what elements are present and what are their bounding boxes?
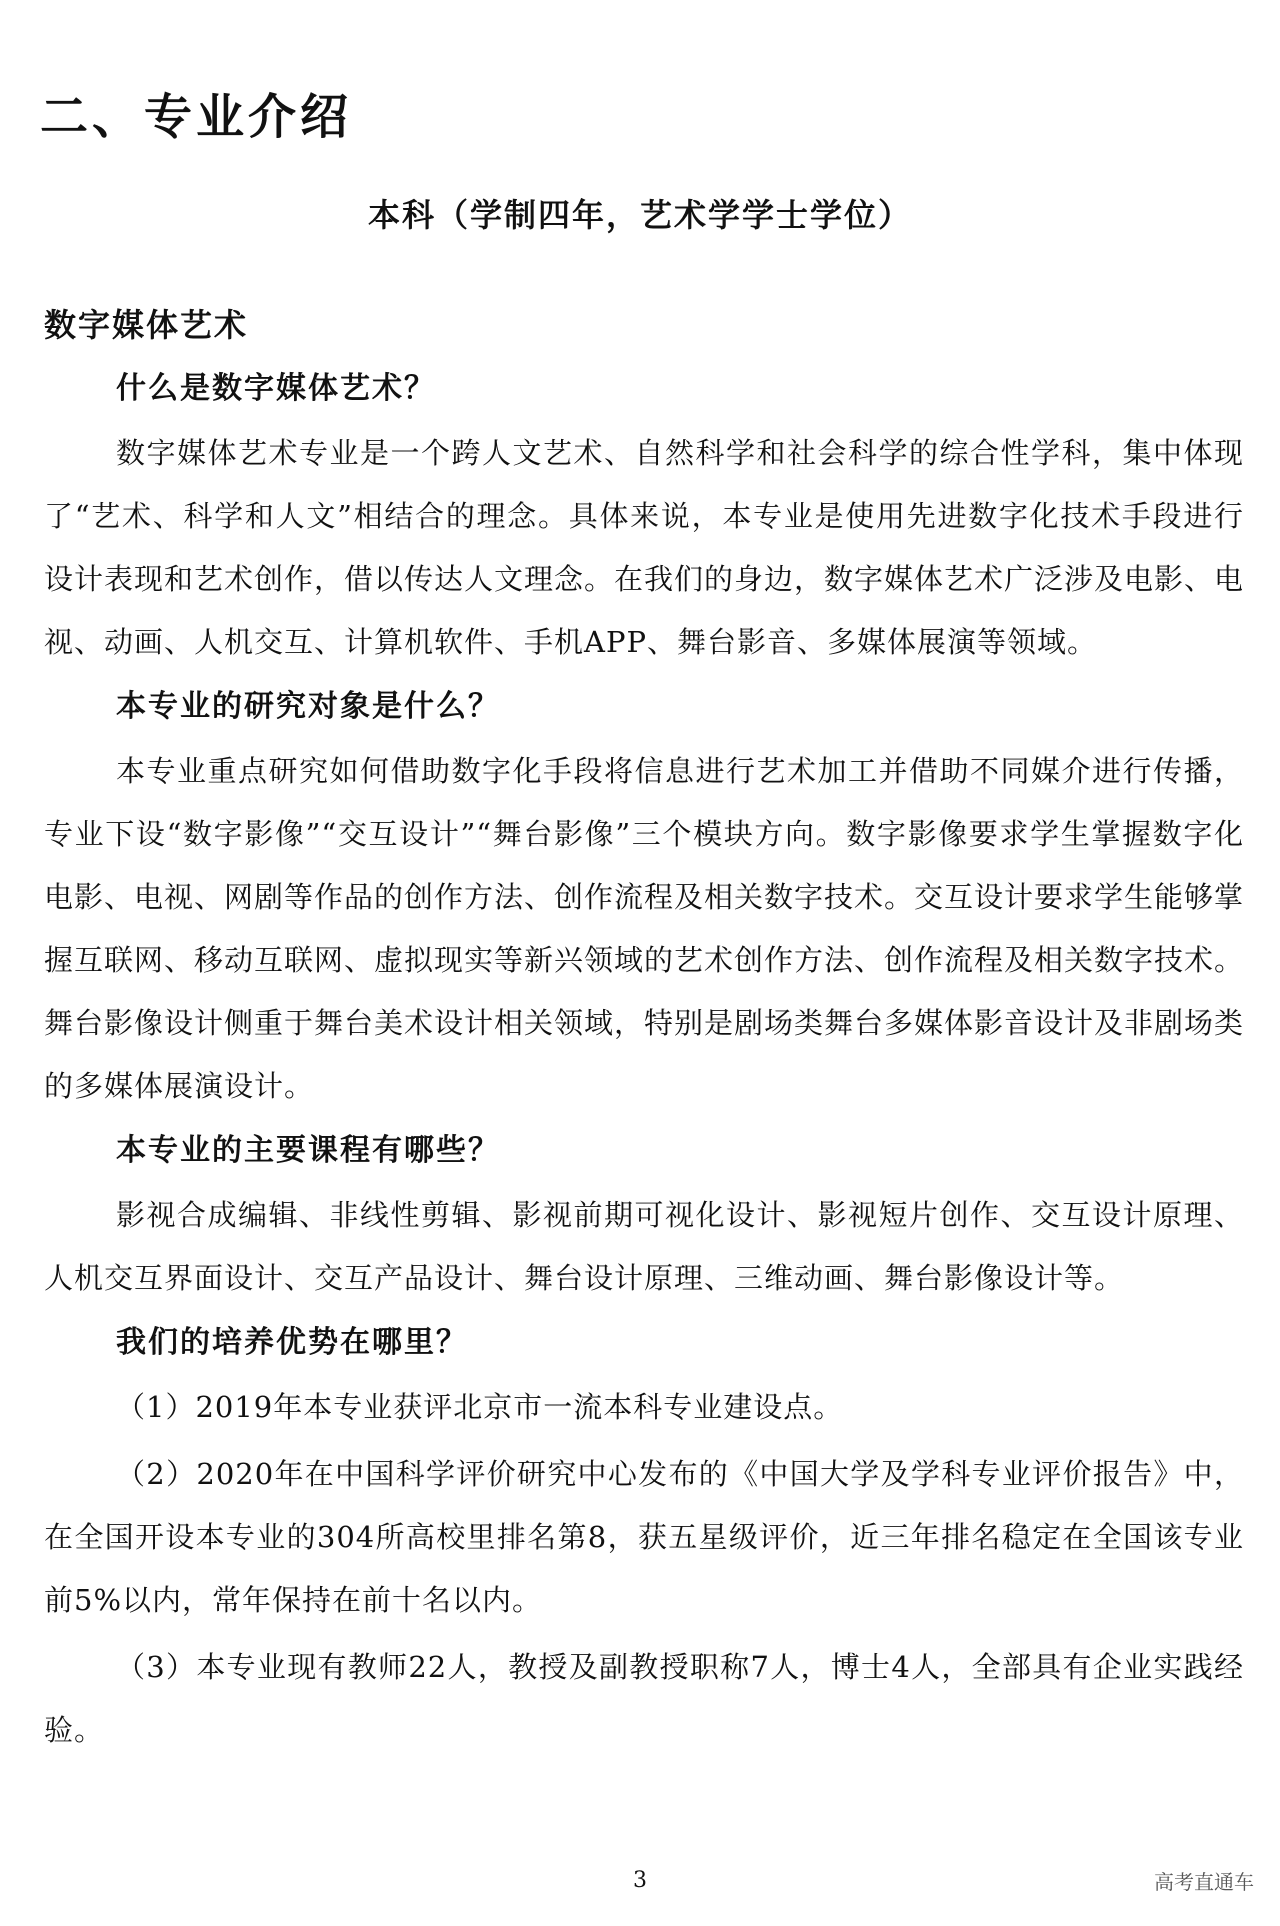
section-advantages bbox=[44, 1314, 1244, 1762]
section-what-is bbox=[44, 360, 1244, 674]
answer-paragraph: 影视合成编辑、非线性剪辑、影视前期可视化设计、影视短片创作、交互设计原理、人机交互界面设计、交互产品设计、舞台设计原理、三维动画、舞台影像设计等。 bbox=[44, 1198, 1244, 1295]
content-body bbox=[44, 360, 1244, 1766]
page-number: 3 bbox=[633, 1868, 647, 1893]
advantage-item: （1）2019年本专业获评北京市一流本科专业建设点。 bbox=[116, 1390, 844, 1424]
section-research-object bbox=[44, 678, 1244, 1118]
answer-paragraph: 数字媒体艺术专业是一个跨人文艺术、自然科学和社会科学的综合性学科，集中体现了“艺术、科学和人文”相结合的理念。具体来说，本专业是使用先进数字化技术手段进行设计表现和艺术创作，借以传达人文理念。在我们的身边，数字媒体艺术广泛涉及电影、电视、动画、人机交互、计算机软件、手机APP、舞台影音、多媒体展演等领域。 bbox=[44, 436, 1245, 659]
degree-title: 本科（学制四年，艺术学学士学位） bbox=[367, 196, 912, 234]
question-heading: 本专业的研究对象是什么？ bbox=[116, 689, 500, 724]
question-heading: 我们的培养优势在哪里？ bbox=[116, 1325, 468, 1360]
question-heading: 什么是数字媒体艺术？ bbox=[116, 371, 436, 406]
section-main-courses bbox=[44, 1122, 1244, 1310]
section-title: 二、专业介绍 bbox=[40, 89, 353, 145]
watermark-text: 高考直通车 bbox=[1154, 1870, 1254, 1894]
advantage-item: （3）本专业现有教师22人，教授及副教授职称7人，博士4人，全部具有企业实践经验。 bbox=[44, 1650, 1244, 1747]
question-heading: 本专业的主要课程有哪些？ bbox=[116, 1133, 500, 1168]
advantage-item: （2）2020年在中国科学评价研究中心发布的《中国大学及学科专业评价报告》中，在全国开设本专业的304所高校里排名第8，获五星级评价，近三年排名稳定在全国该专业前5%以内，常年保持在前十名以内。 bbox=[44, 1457, 1244, 1617]
major-name: 数字媒体艺术 bbox=[44, 306, 249, 344]
answer-paragraph: 本专业重点研究如何借助数字化手段将信息进行艺术加工并借助不同媒介进行传播，专业下设“数字影像”“交互设计”“舞台影像”三个模块方向。数字影像要求学生掌握数字化电影、电视、网剧等作品的创作方法、创作流程及相关数字技术。交互设计要求学生能够掌握互联网、移动互联网、虚拟现实等新兴领域的艺术创作方法、创作流程及相关数字技术。舞台影像设计侧重于舞台美术设计相关领域，特别是剧场类舞台多媒体影音设计及非剧场类的多媒体展演设计。 bbox=[44, 754, 1245, 1103]
